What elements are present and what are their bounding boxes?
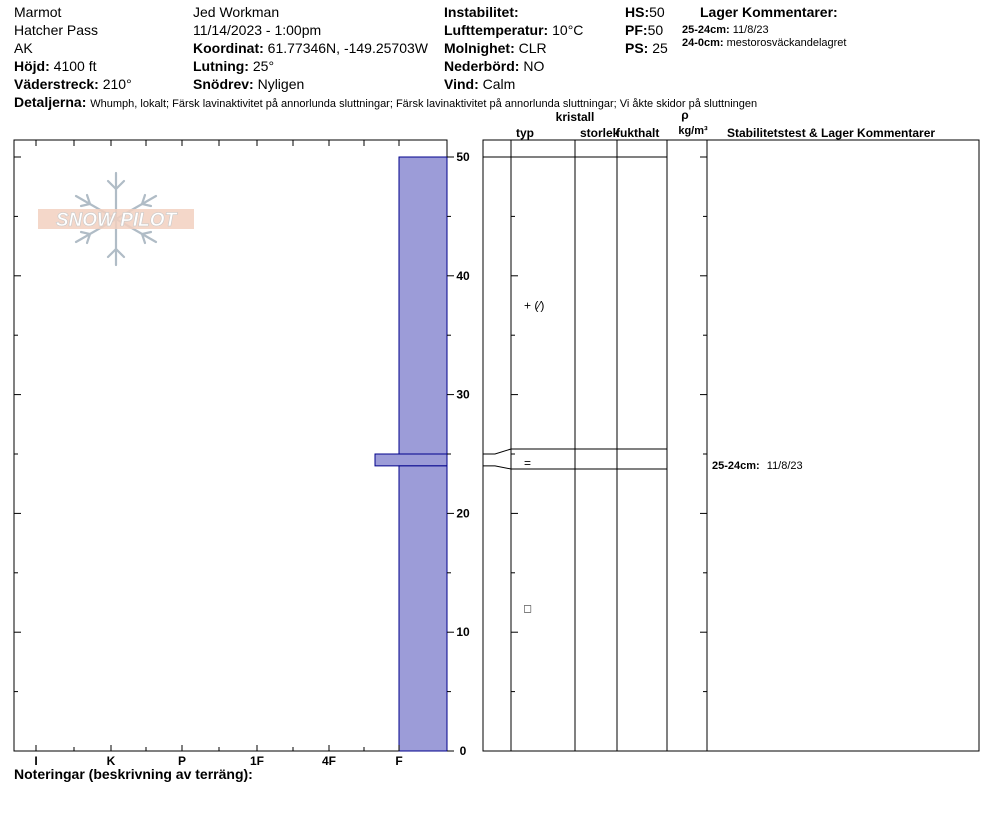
elevation-label: Höjd: bbox=[14, 58, 50, 74]
column-header-rho: ρ bbox=[681, 108, 689, 122]
grain-type-symbol: + (⁄) bbox=[524, 298, 545, 313]
slope-label: Lutning: bbox=[193, 58, 249, 74]
airtemp-value: 10°C bbox=[552, 22, 584, 38]
depth-tick-label: 10 bbox=[456, 625, 470, 640]
wind-value: Calm bbox=[482, 76, 516, 92]
aspect-value: 210° bbox=[102, 76, 132, 92]
observer-name: Jed Workman bbox=[193, 4, 280, 20]
hardness-tick-label: 4F bbox=[321, 754, 337, 768]
hardness-panel-frame bbox=[14, 140, 447, 751]
column-header-crystal: kristall bbox=[555, 110, 595, 124]
wind-label: Vind: bbox=[444, 76, 479, 92]
depth-tick-label: 20 bbox=[456, 506, 470, 521]
table-connector bbox=[483, 466, 511, 469]
layer-comment-1-text: 11/8/23 bbox=[732, 24, 769, 36]
layer-comments-title: Lager Kommentarer: bbox=[700, 4, 838, 20]
coordinate-value: 61.77346N, -149.25703W bbox=[267, 40, 428, 56]
depth-tick-label: 30 bbox=[456, 387, 470, 402]
column-header-moisture: fukthalt bbox=[616, 126, 660, 140]
hardness-layer-bar bbox=[399, 466, 447, 751]
hardness-tick-label: 1F bbox=[249, 754, 265, 768]
sky-label: Molnighet: bbox=[444, 40, 515, 56]
column-header-stability: Stabilitetstest & Lager Kommentarer bbox=[727, 126, 936, 140]
stability-comment-text: 11/8/23 bbox=[766, 460, 803, 472]
notes-label: Noteringar (beskrivning av terräng): bbox=[14, 766, 253, 782]
ps-label: PS: bbox=[625, 40, 649, 56]
layer-table bbox=[483, 140, 979, 751]
drift-value: Nyligen bbox=[257, 76, 305, 92]
hs-label: HS: bbox=[625, 4, 650, 20]
grain-symbols bbox=[524, 299, 544, 616]
slope-value: 25° bbox=[252, 58, 275, 74]
grain-type-symbol: □ bbox=[524, 601, 532, 616]
sky-value: CLR bbox=[518, 40, 547, 56]
details-label: Detaljerna: bbox=[14, 94, 87, 110]
area-name: Hatcher Pass bbox=[14, 22, 99, 38]
instability-label: Instabilitet: bbox=[444, 4, 519, 20]
airtemp-label: Lufttemperatur: bbox=[444, 22, 549, 38]
hardness-tick-label: K bbox=[106, 754, 116, 768]
location-name: Marmot bbox=[14, 4, 62, 20]
drift-label: Snödrev: bbox=[193, 76, 254, 92]
aspect-label: Väderstreck: bbox=[14, 76, 99, 92]
coordinate-label: Koordinat: bbox=[193, 40, 264, 56]
depth-tick-label: 50 bbox=[456, 150, 470, 164]
grain-type-symbol: = bbox=[524, 456, 532, 470]
column-header-size: storlek bbox=[580, 126, 620, 140]
hardness-bars bbox=[375, 157, 447, 751]
column-header-type: typ bbox=[516, 126, 534, 140]
hardness-tick-label: F bbox=[395, 754, 403, 768]
hardness-layer-bar bbox=[399, 157, 447, 454]
hs-value: 50 bbox=[649, 4, 665, 20]
precip-label: Nederbörd: bbox=[444, 58, 520, 74]
hardness-tick-label: P bbox=[177, 754, 187, 768]
depth-tick-label: 40 bbox=[456, 268, 470, 283]
table-ticks bbox=[511, 157, 707, 751]
layer-table-frame bbox=[483, 140, 979, 751]
snow-pilot-logo bbox=[38, 173, 194, 265]
elevation-value: 4100 ft bbox=[53, 58, 97, 74]
hardness-tick-label: I bbox=[34, 754, 38, 768]
table-connector bbox=[483, 449, 511, 454]
depth-tick-label: 0 bbox=[459, 744, 467, 758]
hardness-layer-bar bbox=[375, 454, 447, 466]
logo-text: SNOW PILOT bbox=[55, 210, 177, 231]
pf-value: 50 bbox=[647, 22, 664, 38]
pf-label: PF: bbox=[625, 22, 648, 38]
ps-value: 25 bbox=[652, 40, 668, 56]
column-header-density-unit: kg/m³ bbox=[678, 125, 708, 137]
layer-comment-2-range: 24-0cm: bbox=[682, 37, 724, 49]
state-name: AK bbox=[14, 40, 33, 56]
stability-comment-range: 25-24cm: bbox=[712, 460, 760, 472]
precip-value: NO bbox=[523, 58, 545, 74]
details-value: Whumph, lokalt; Färsk lavinaktivitet på annorlunda sluttningar; Färsk lavinaktivitet på annorlunda sluttningar; Vi åkte skidor på sluttningen bbox=[90, 98, 758, 110]
layer-comment-2-text: mestorosväckandelagret bbox=[726, 37, 847, 49]
stability-comment bbox=[712, 460, 803, 472]
observation-datetime: 11/14/2023 - 1:00pm bbox=[193, 22, 322, 38]
layer-comment-1-range: 25-24cm: bbox=[682, 24, 730, 36]
